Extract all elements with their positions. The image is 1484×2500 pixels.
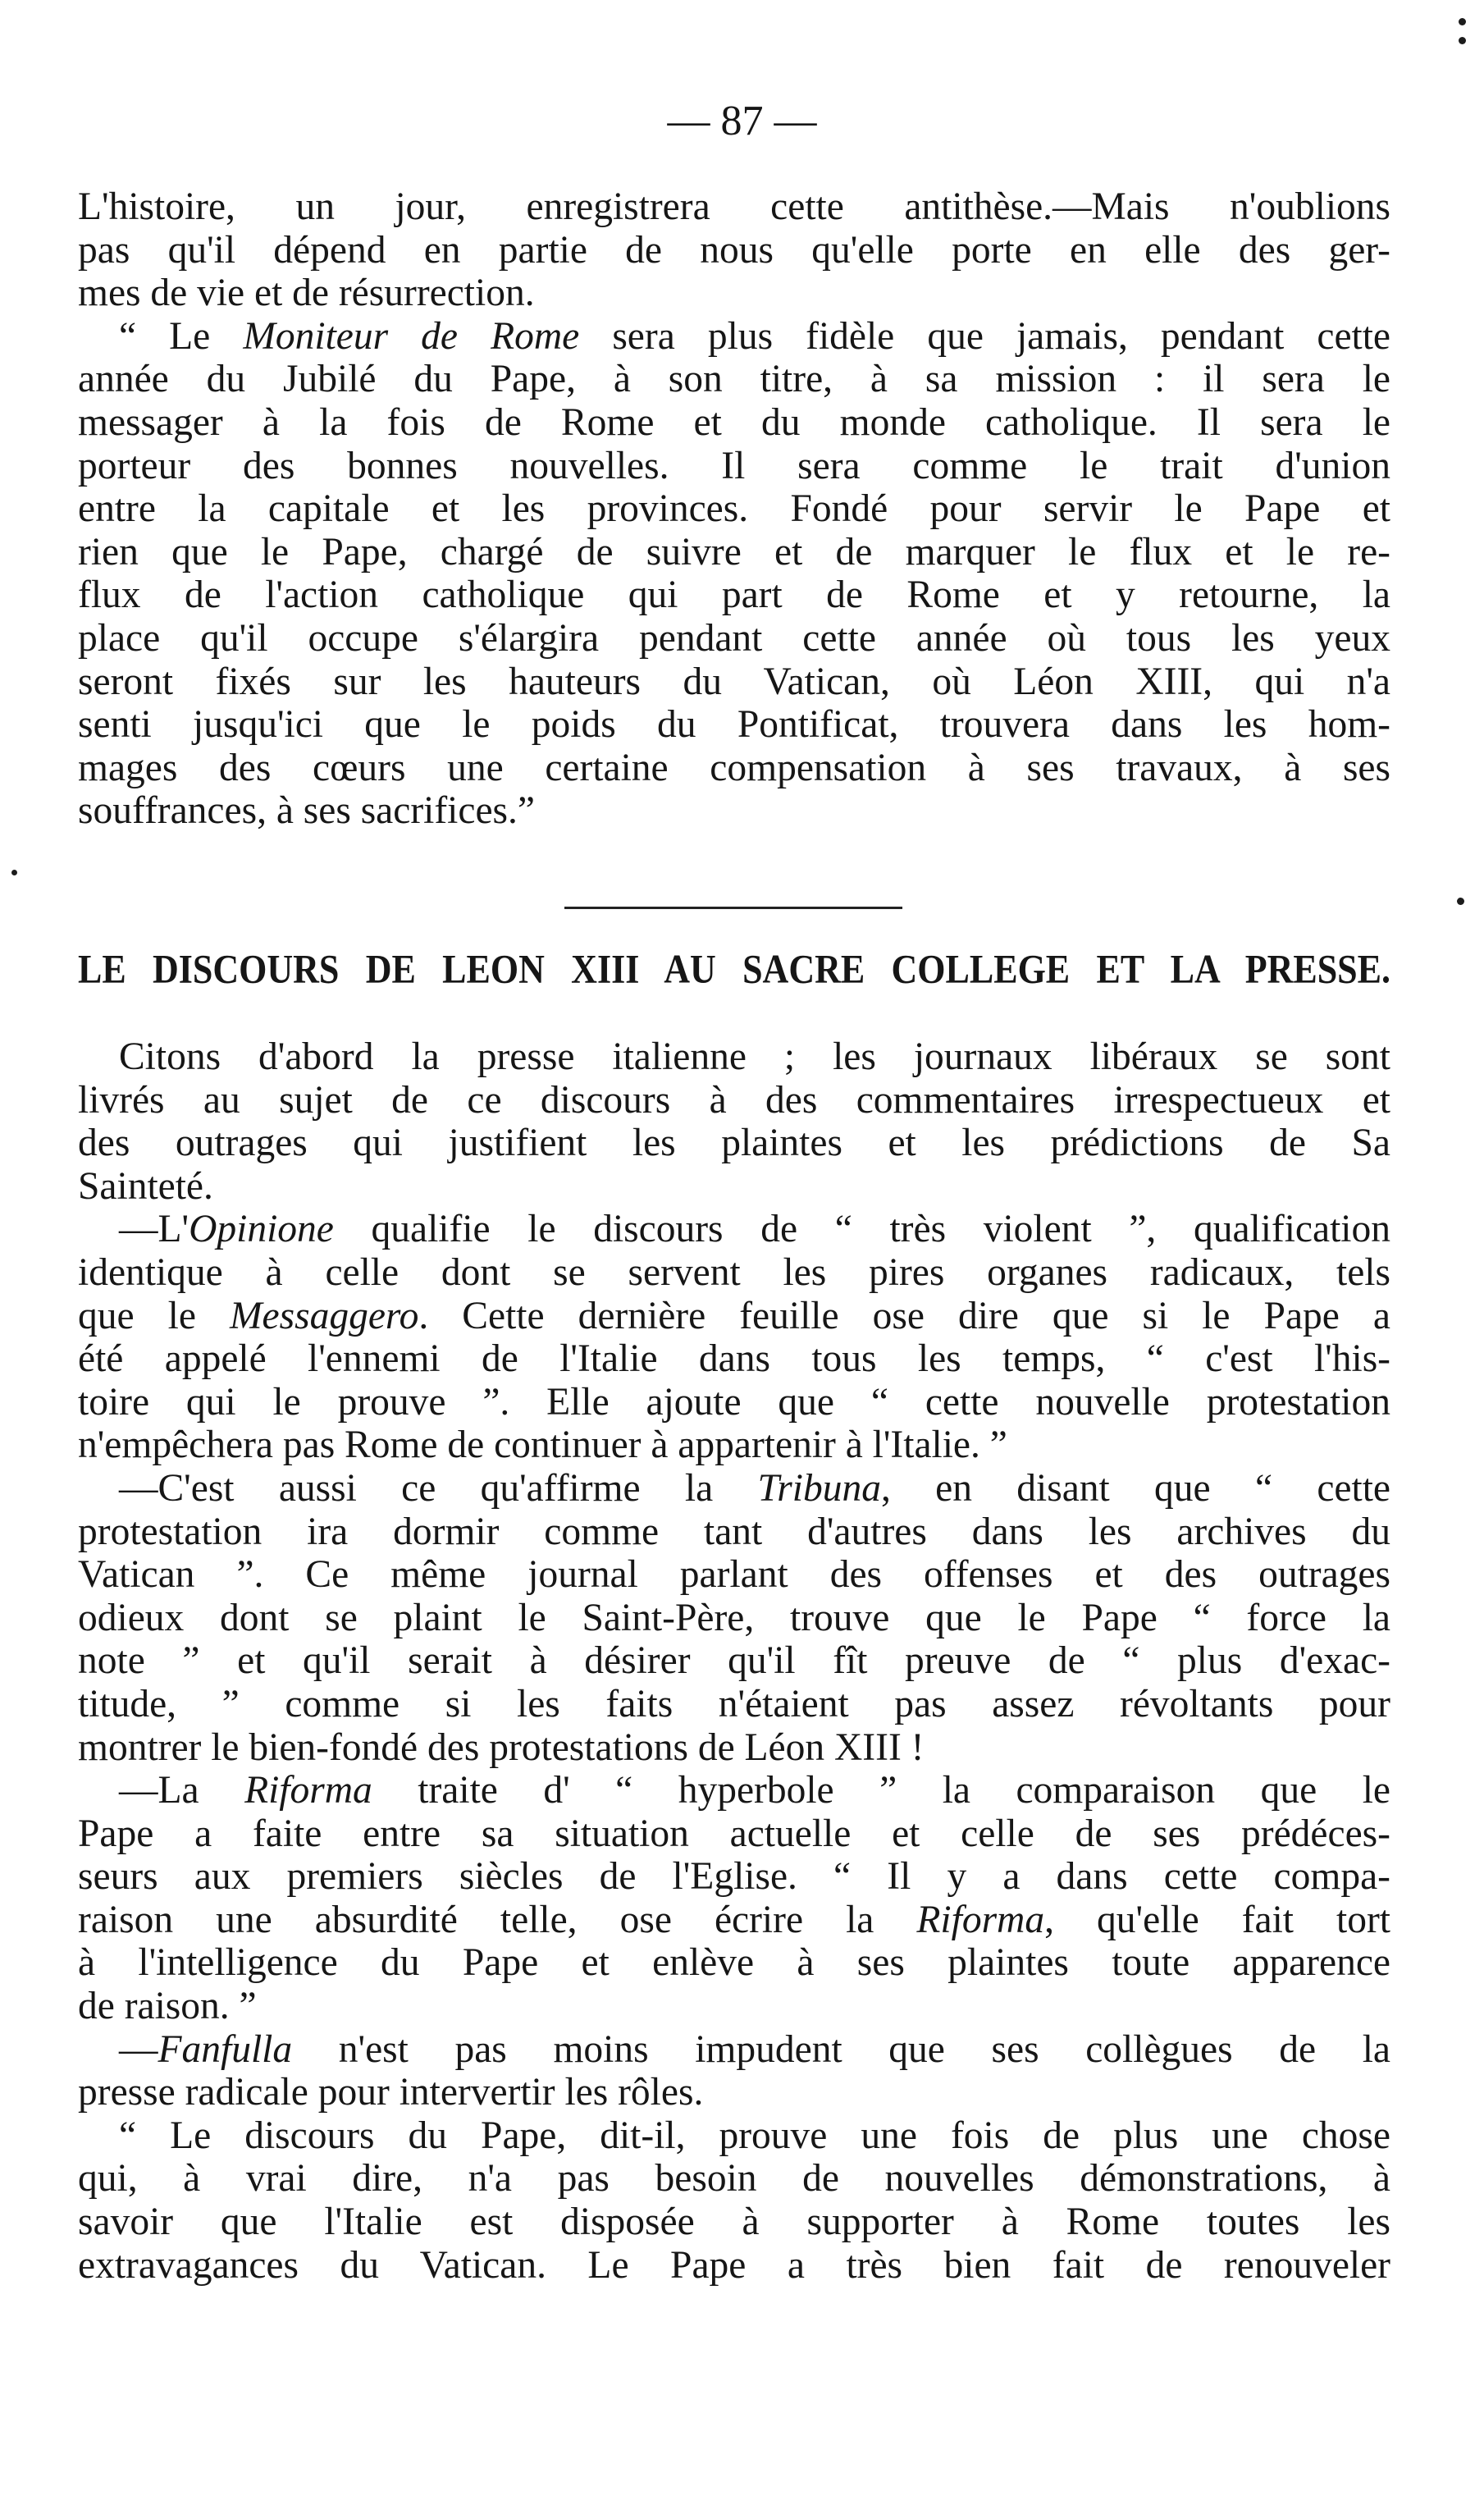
text-line: savoir que l'Italie est disposée à supporter à Rome toutes les [78, 2201, 1390, 2244]
text-line: toire qui le prouve ”. Elle ajoute que “ cette nouvelle protestation [78, 1380, 1390, 1424]
text-line: été appelé l'ennemi de l'Italie dans tous les temps, “ c'est l'his- [78, 1337, 1390, 1381]
text-line: seront fixés sur les hauteurs du Vatican, où Léon XIII, qui n'a [78, 660, 1390, 703]
italic-title: Messaggero [229, 1294, 419, 1337]
text-line: protestation ira dormir comme tant d'autres dans les archives du [78, 1510, 1390, 1553]
italic-title: Moniteur de Rome [243, 314, 580, 358]
text-line: rien que le Pape, chargé de suivre et de marquer le flux et le re- [78, 530, 1390, 574]
text-line: raison une absurdité telle, ose écrire la Riforma, qu'elle fait tort [78, 1898, 1390, 1941]
italic-title: Fanfulla [158, 2027, 293, 2071]
text-line: extravagances du Vatican. Le Pape a très bien fait de renouveler [78, 2243, 1390, 2287]
text-line: mages des cœurs une certaine compensation à ses travaux, à ses [78, 746, 1390, 789]
section-divider [564, 907, 902, 909]
text-line: senti jusqu'ici que le poids du Pontificat, trouvera dans les hom- [78, 703, 1390, 747]
text-line: année du Jubilé du Pape, à son titre, à sa mission : il sera le [78, 358, 1390, 401]
section-title: LE DISCOURS DE LEON XIII AU SACRE COLLEGE ET LA PRESSE. [78, 947, 1390, 992]
text-line: que le Messaggero. Cette dernière feuille ose dire que si le Pape a [78, 1294, 1390, 1337]
stray-mark-right-margin [1457, 898, 1464, 905]
page-number: — 87 — [667, 98, 817, 144]
text-line: L'histoire, un jour, enregistrera cette antithèse.—Mais n'oublions [78, 185, 1390, 228]
text-line: Vatican ”. Ce même journal parlant des offenses et des outrages [78, 1553, 1390, 1597]
stray-mark-top-right [1459, 18, 1466, 25]
text-line: note ” et qu'il serait à désirer qu'il fît preuve de “ plus d'exac- [78, 1639, 1390, 1683]
text-line: montrer le bien-fondé des protestations de Léon XIII ! [78, 1725, 925, 1769]
text-line: titude, ” comme si les faits n'étaient pas assez révoltants pour [78, 1682, 1390, 1725]
text-line: livrés au sujet de ce discours à des commentaires irrespectueux et [78, 1078, 1390, 1122]
text-line: des outrages qui justifient les plaintes et les prédictions de Sa [78, 1122, 1390, 1165]
text-line: à l'intelligence du Pape et enlève à ses plaintes toute apparence [78, 1941, 1390, 1985]
text-line: Sainteté. [78, 1164, 213, 1208]
text-line: pas qu'il dépend en partie de nous qu'elle porte en elle des ger- [78, 228, 1390, 272]
text-line: flux de l'action catholique qui part de Rome et y retourne, la [78, 574, 1390, 617]
text-line: —L'Opinione qualifie le discours de “ très violent ”, qualification [119, 1208, 1390, 1251]
text-line: —C'est aussi ce qu'affirme la Tribuna, en disant que “ cette [119, 1466, 1390, 1510]
text-line: porteur des bonnes nouvelles. Il sera comme le trait d'union [78, 444, 1390, 487]
text-line: “ Le Moniteur de Rome sera plus fidèle que jamais, pendant cette [119, 314, 1390, 358]
text-line: place qu'il occupe s'élargira pendant cette année où tous les yeux [78, 616, 1390, 660]
text-line: presse radicale pour intervertir les rôles. [78, 2071, 704, 2114]
text-line: n'empêchera pas Rome de continuer à appartenir à l'Italie. ” [78, 1424, 1007, 1467]
text-line: souffrances, à ses sacrifices.” [78, 789, 535, 833]
stray-mark-top-right-lower [1459, 37, 1466, 44]
paragraph-top [78, 185, 1390, 833]
text-line: entre la capitale et les provinces. Fondé pour servir le Pape et [78, 487, 1390, 531]
italic-title: Tribuna [757, 1466, 881, 1510]
italic-title: Riforma [244, 1769, 372, 1812]
paragraph-bottom [78, 1035, 1390, 2287]
text-line: Citons d'abord la presse italienne ; les journaux libéraux se sont [119, 1035, 1390, 1078]
italic-title: Opinione [189, 1208, 334, 1251]
text-line: “ Le discours du Pape, dit-il, prouve une fois de plus une chose [119, 2114, 1390, 2157]
stray-mark-left-margin [11, 870, 17, 875]
text-line: messager à la fois de Rome et du monde catholique. Il sera le [78, 400, 1390, 444]
text-line: mes de vie et de résurrection. [78, 272, 535, 315]
text-line: odieux dont se plaint le Saint-Père, trouve que le Pape “ force la [78, 1596, 1390, 1639]
italic-title: Riforma [916, 1898, 1045, 1941]
text-line: Pape a faite entre sa situation actuelle et celle de ses prédéces- [78, 1812, 1390, 1855]
text-line: identique à celle dont se servent les pires organes radicaux, tels [78, 1250, 1390, 1294]
text-line: seurs aux premiers siècles de l'Eglise. “ Il y a dans cette compa- [78, 1855, 1390, 1899]
text-line: —Fanfulla n'est pas moins impudent que ses collègues de la [119, 2027, 1390, 2071]
text-line: de raison. ” [78, 1985, 257, 2028]
text-line: —La Riforma traite d' “ hyperbole ” la comparaison que le [119, 1769, 1390, 1812]
text-line: qui, à vrai dire, n'a pas besoin de nouvelles démonstrations, à [78, 2157, 1390, 2201]
